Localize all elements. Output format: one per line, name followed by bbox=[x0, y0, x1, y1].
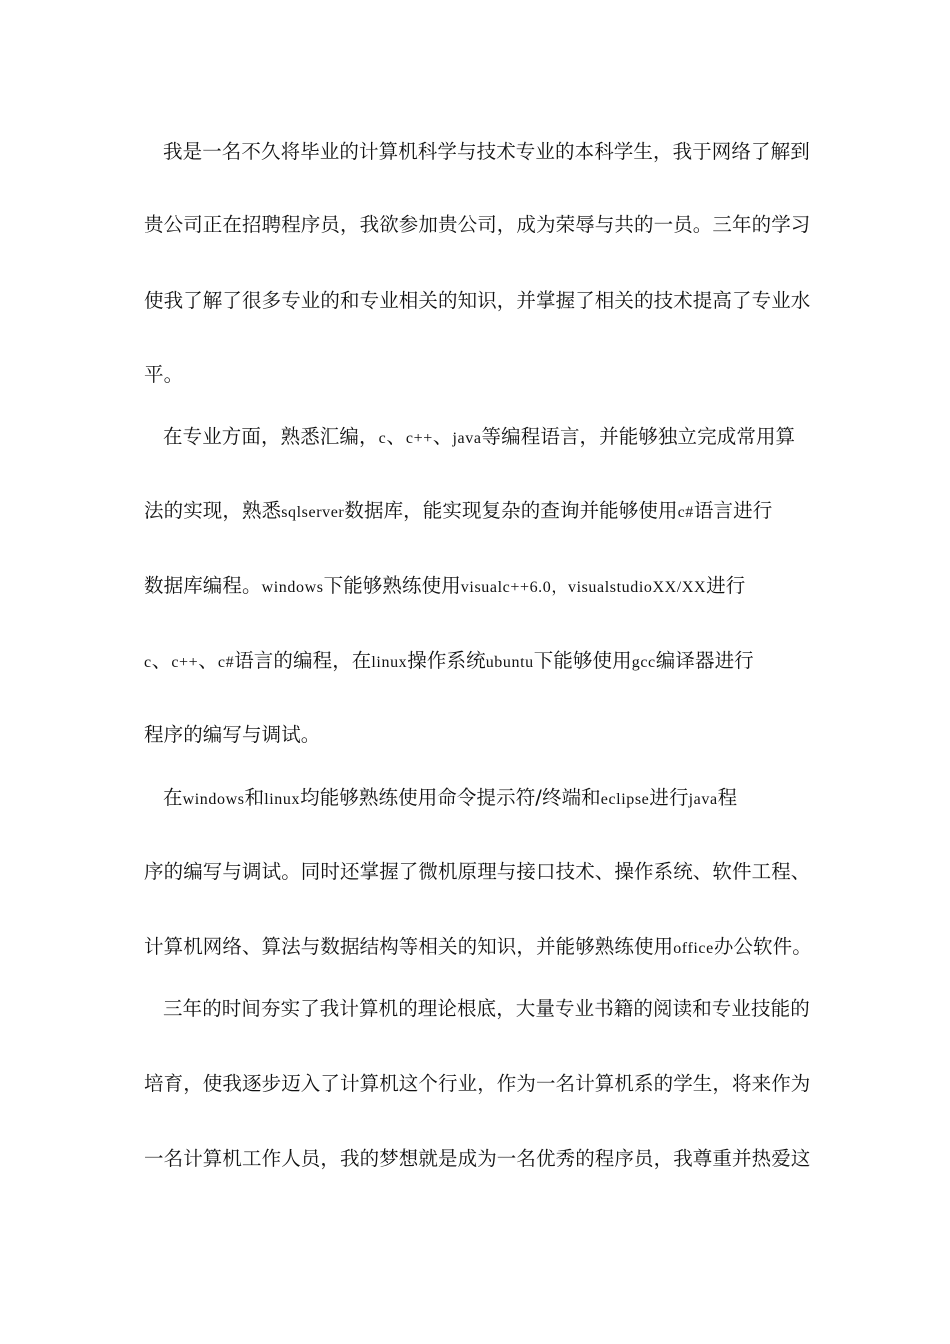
text-run: 、 bbox=[386, 425, 406, 448]
text-line bbox=[144, 859, 824, 885]
text-line bbox=[144, 362, 824, 388]
text-run: 在 bbox=[163, 786, 183, 809]
text-run: 一名计算机工作人员，我的梦想就是成为一名优秀的程序员，我尊重并热爱这 bbox=[144, 1147, 811, 1170]
text-run: 数据库，能实现复杂的查询并能够使用 bbox=[344, 499, 678, 522]
text-run: 编译器进行 bbox=[655, 649, 754, 672]
text-run: 、 bbox=[432, 425, 453, 448]
text-line bbox=[163, 424, 843, 452]
code-term: linux bbox=[371, 654, 408, 671]
text-run: 、 bbox=[198, 649, 218, 672]
text-line bbox=[144, 1071, 824, 1097]
text-line bbox=[144, 288, 824, 314]
code-term: visualc++6.0，visualstudioXX/XX bbox=[460, 579, 707, 596]
text-run: 和 bbox=[244, 786, 265, 809]
text-run: 计算机网络、算法与数据结构等相关的知识，并能够熟练使用 bbox=[144, 935, 674, 958]
code-term: windows bbox=[182, 791, 245, 808]
text-line bbox=[144, 648, 824, 676]
text-line bbox=[144, 573, 824, 601]
text-run: 法的实现，熟悉 bbox=[144, 499, 282, 522]
code-term: java bbox=[688, 791, 718, 808]
text-line bbox=[144, 1146, 824, 1172]
code-term: linux bbox=[264, 791, 301, 808]
code-term: c# bbox=[217, 654, 235, 671]
text-run: 在专业方面，熟悉汇编， bbox=[163, 425, 379, 448]
code-term: c++ bbox=[171, 654, 199, 671]
text-run: 等编程语言，并能够独立完成常用算 bbox=[481, 425, 796, 448]
text-run: 均能够熟练使用命令提示符/终端和 bbox=[300, 786, 601, 809]
code-term: sqlserver bbox=[281, 504, 345, 521]
text-run: 序的编写与调试。同时还掌握了微机原理与接口技术、操作系统、软件工程、 bbox=[144, 860, 811, 883]
text-run: 进行 bbox=[706, 574, 746, 597]
text-run: 程序的编写与调试。 bbox=[144, 723, 321, 746]
text-line bbox=[144, 934, 824, 962]
code-term: windows bbox=[261, 579, 324, 596]
text-line bbox=[163, 996, 843, 1022]
text-line bbox=[144, 498, 824, 526]
code-term: office bbox=[673, 940, 714, 957]
code-term: java bbox=[452, 430, 482, 447]
code-term: c bbox=[378, 430, 387, 447]
text-run: 我是一名不久将毕业的计算机科学与技术专业的本科学生，我于网络了解到 bbox=[163, 140, 810, 163]
code-term: eclipse bbox=[600, 791, 650, 808]
text-run: 语言进行 bbox=[693, 499, 773, 522]
text-run: 平。 bbox=[144, 363, 184, 386]
code-term: gcc bbox=[631, 654, 656, 671]
text-run: 培育，使我逐步迈入了计算机这个行业，作为一名计算机系的学生，将来作为 bbox=[144, 1072, 811, 1095]
code-term: ubuntu bbox=[485, 654, 534, 671]
text-run: 贵公司正在招聘程序员，我欲参加贵公司，成为荣辱与共的一员。三年的学习 bbox=[144, 213, 811, 236]
text-run: 三年的时间夯实了我计算机的理论根底，大量专业书籍的阅读和专业技能的 bbox=[163, 997, 810, 1020]
text-run: 下能够熟练使用 bbox=[323, 574, 461, 597]
text-line bbox=[144, 722, 824, 748]
text-run: 进行 bbox=[649, 786, 689, 809]
text-run: 使我了解了很多专业的和专业相关的知识，并掌握了相关的技术提高了专业水 bbox=[144, 289, 811, 312]
text-run: 语言的编程，在 bbox=[234, 649, 372, 672]
text-run: 办公软件。 bbox=[713, 935, 812, 958]
text-run: 数据库编程。 bbox=[144, 574, 262, 597]
text-run: 、 bbox=[151, 649, 172, 672]
text-line bbox=[163, 785, 843, 813]
text-run: 下能够使用 bbox=[533, 649, 632, 672]
text-line bbox=[163, 139, 843, 165]
text-run: 程 bbox=[717, 786, 738, 809]
code-term: c bbox=[144, 654, 152, 671]
code-term: c++ bbox=[405, 430, 433, 447]
text-run: 操作系统 bbox=[407, 649, 486, 672]
code-term: c# bbox=[677, 504, 694, 521]
text-line bbox=[144, 212, 824, 238]
